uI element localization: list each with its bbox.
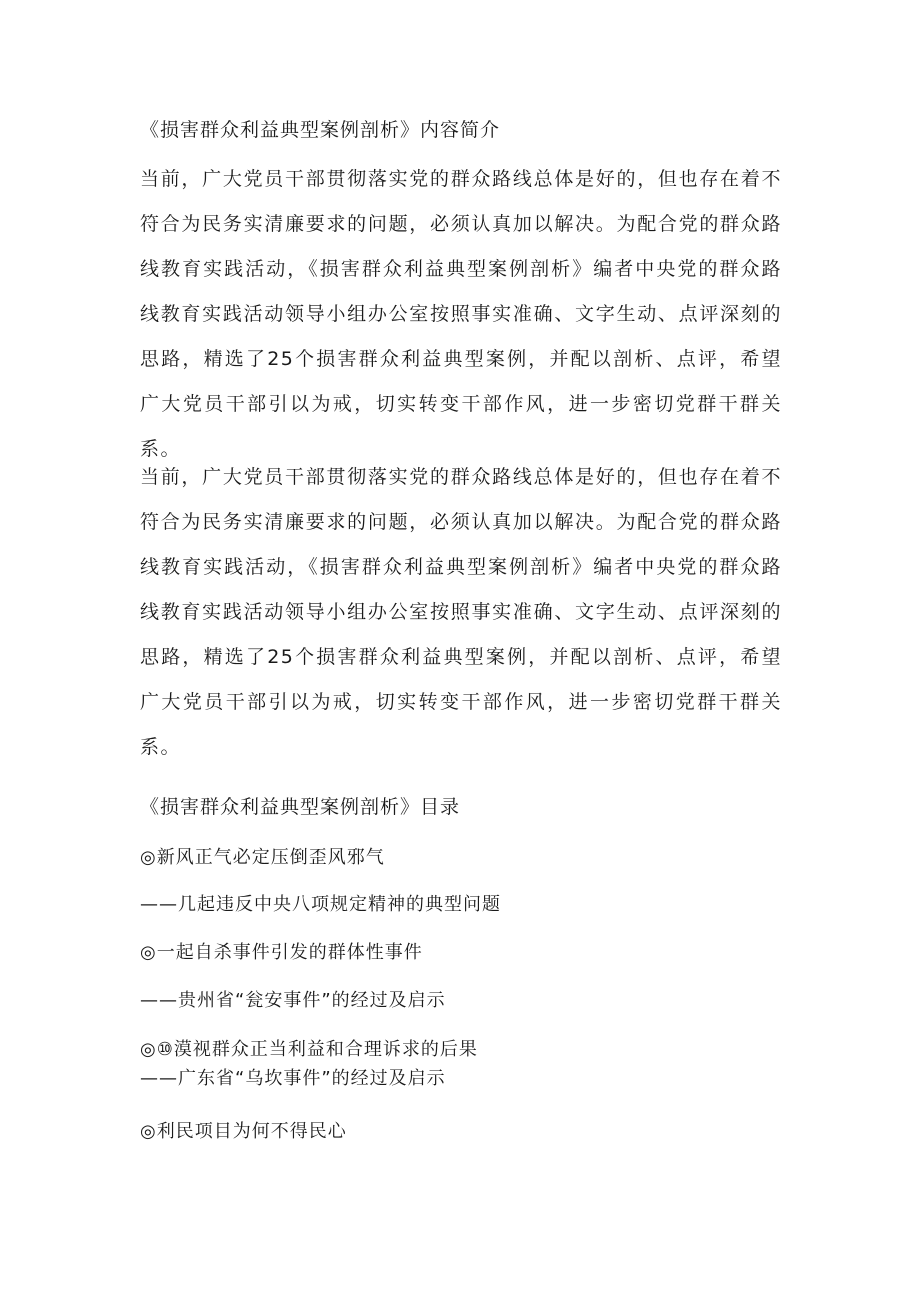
toc-entry: ◎⑩漠视群众正当利益和合理诉求的后果 [140,1039,478,1060]
toc-subtitle: ——广东省“乌坎事件”的经过及启示 [140,1068,446,1089]
toc-entry: ◎一起自杀事件引发的群体性事件 [140,942,423,963]
intro-title: 《损害群众利益典型案例剖析》内容简介 [140,119,501,141]
intro-paragraph: 当前，广大党员干部贯彻落实党的群众路线总体是好的，但也存在着不符合为民务实清廉要求的问题，必须认真加以解决。为配合党的群众路线教育实践活动，《损害群众利益典型案例剖析》编者中央党的群众路线教育实践活动领导小组办公室按照事实准确、文字生动、点评深刻的思路，精选了25个损害群众利益典型案例，并配以剖析、点评，希望广大党员干部引以为戒，切实转变干部作风，进一步密切党群干群关系。 [140,168,782,460]
toc-entry: ◎新风正气必定压倒歪风邪气 [140,847,385,868]
intro-paragraph-repeat: 当前，广大党员干部贯彻落实党的群众路线总体是好的，但也存在着不符合为民务实清廉要求的问题，必须认真加以解决。为配合党的群众路线教育实践活动，《损害群众利益典型案例剖析》编者中央党的群众路线教育实践活动领导小组办公室按照事实准确、文字生动、点评深刻的思路，精选了25个损害群众利益典型案例，并配以剖析、点评，希望广大党员干部引以为戒，切实转变干部作风，进一步密切党群干群关系。 [140,466,782,758]
toc-subtitle: ——贵州省“瓮安事件”的经过及启示 [140,990,446,1011]
toc-subtitle: ——几起违反中央八项规定精神的典型问题 [140,894,501,915]
toc-entry: ◎利民项目为何不得民心 [140,1121,347,1142]
toc-title: 《损害群众利益典型案例剖析》目录 [140,796,461,818]
